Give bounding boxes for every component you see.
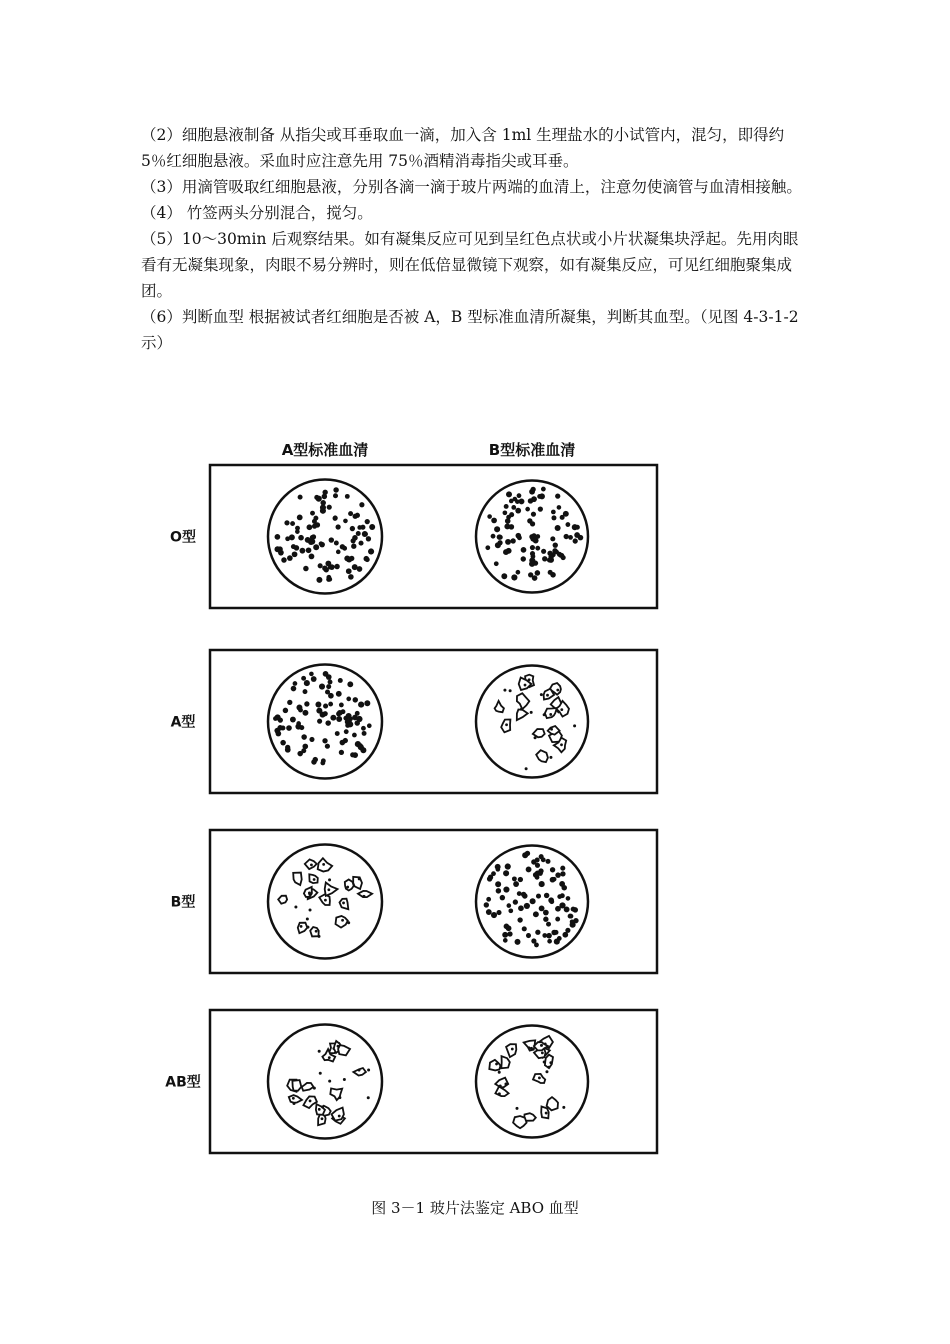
step-5-paragraph: （5）10～30min 后观察结果。如有凝集反应可见到呈红色点状或小片状凝集块浮起。先用肉眼看有无凝集现象，肉眼不易分辨时，则在低倍显微镜下观察，如有凝集反应，可见红细胞聚集成团。 (141, 230, 799, 300)
a-serum-drop (268, 1025, 382, 1139)
a-serum-drop (268, 665, 382, 779)
row-label: B型 (170, 894, 196, 911)
b-serum-drop (476, 1026, 588, 1138)
row-label: AB型 (165, 1074, 201, 1091)
figure-caption: 图 3－1 玻片法鉴定 ABO 血型 (371, 1199, 579, 1217)
row-label: O型 (170, 529, 196, 546)
b-serum-drop (476, 846, 588, 958)
header-a-serum: A型标准血清 (281, 441, 369, 459)
a-serum-drop (268, 845, 382, 959)
step-6-paragraph: （6）判断血型 根据被试者红细胞是否被 A，B 型标准血清所凝集，判断其血型。（见图 4-3-1-2 示） (141, 308, 799, 352)
step-2-paragraph: （2）细胞悬液制备 从指尖或耳垂取血一滴，加入含 1ml 生理盐水的小试管内，混匀，即得约 5％红细胞悬液。采血时应注意先用 75％酒精消毒指尖或耳垂。 (141, 126, 785, 170)
header-b-serum: B型标准血清 (488, 441, 576, 459)
slide-row (171, 830, 657, 973)
slide-row (170, 465, 657, 608)
b-serum-drop (476, 481, 588, 593)
row-label: A型 (170, 714, 196, 731)
step-4-paragraph: （4） 竹签两头分别混合，搅匀。 (141, 204, 373, 222)
slide-row (165, 1010, 657, 1153)
b-serum-drop (476, 666, 588, 778)
slide-row (171, 650, 657, 793)
blood-type-figure (150, 425, 670, 1165)
document-body (141, 122, 813, 356)
step-3-paragraph: （3）用滴管吸取红细胞悬液，分别各滴一滴于玻片两端的血清上，注意勿使滴管与血清相接触。 (141, 178, 802, 196)
a-serum-drop (268, 480, 382, 594)
slide-diagram (150, 425, 670, 1165)
